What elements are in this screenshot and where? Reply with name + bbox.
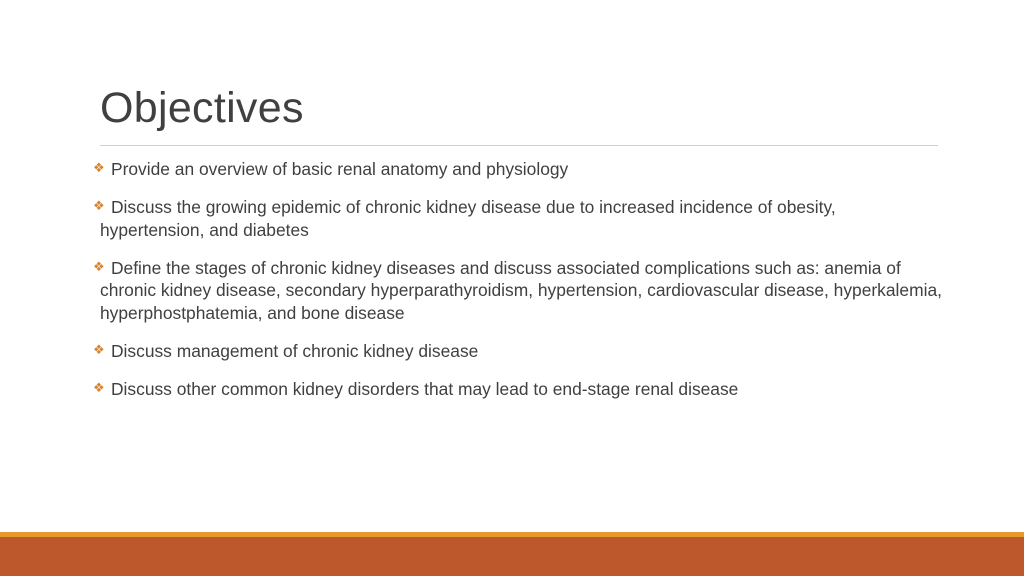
bullet-item xyxy=(92,340,942,363)
bullet-text: Discuss the growing epidemic of chronic kidney disease due to increased incidence of obesity, hypertension, and diabetes xyxy=(100,197,836,240)
bullet-text: Define the stages of chronic kidney diseases and discuss associated complications such as: anemia of chronic kidney disease, secondary hyperparathyroidism, hypertension, cardiovascular disease, hyperkalemia, hyperphostphatemia, and bone disease xyxy=(100,257,942,323)
bullet-item xyxy=(92,158,942,181)
diamond-bullet-icon: ❖ xyxy=(93,259,105,275)
bullet-text: Provide an overview of basic renal anatomy and physiology xyxy=(111,159,569,179)
diamond-bullet-icon: ❖ xyxy=(93,381,105,397)
bullet-text: Discuss management of chronic kidney disease xyxy=(111,341,479,362)
diamond-bullet-icon: ❖ xyxy=(93,161,105,176)
diamond-bullet-icon: ❖ xyxy=(93,343,105,359)
bullet-text: Discuss other common kidney disorders that may lead to end-stage renal disease xyxy=(111,379,739,400)
title-divider xyxy=(100,145,938,146)
bullet-item xyxy=(92,196,942,241)
diamond-bullet-icon: ❖ xyxy=(93,199,105,215)
bullet-item xyxy=(92,257,942,325)
bullet-item xyxy=(92,378,942,401)
footer-band xyxy=(0,537,1024,576)
bullet-list xyxy=(92,158,942,416)
slide-title: Objectives xyxy=(100,84,304,132)
